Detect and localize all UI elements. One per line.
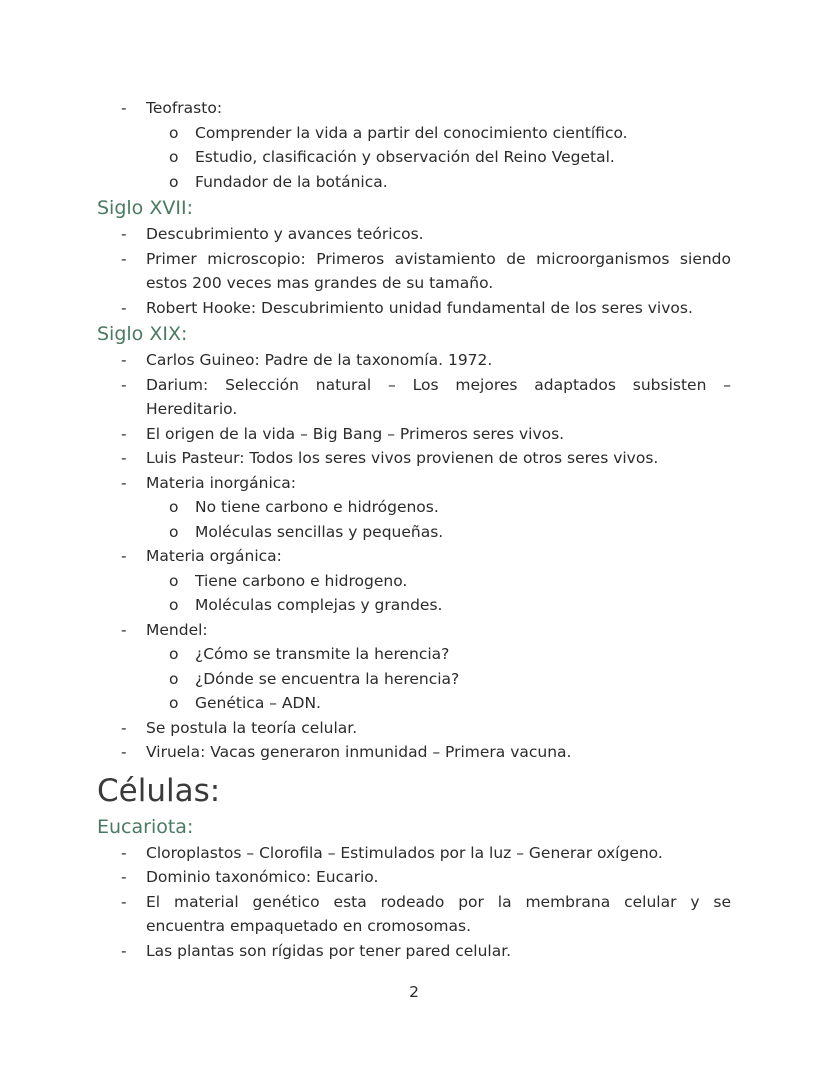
dash-bullet: - — [121, 225, 127, 243]
sub-list-item — [97, 569, 731, 594]
list-item-text: Se postula la teoría celular. — [146, 718, 358, 737]
section-title-celulas: Células: — [97, 772, 221, 809]
dash-bullet: - — [121, 843, 127, 862]
list-item — [97, 740, 731, 765]
dash-bullet: - — [121, 351, 127, 369]
dash-bullet: - — [121, 620, 127, 639]
list-item-text: Fundador de la botánica. — [195, 172, 388, 191]
list-item — [97, 890, 731, 915]
list-item-text: Darium: Selección natural – Los mejores adaptados subsisten – — [146, 375, 731, 394]
list-item-text: Estudio, clasificación y observación del Reino Vegetal. — [195, 148, 615, 166]
dash-bullet: - — [121, 941, 127, 960]
dash-bullet: - — [121, 718, 127, 737]
list-item — [97, 865, 731, 890]
section-heading-siglo-xix: Siglo XIX: — [97, 323, 188, 345]
sub-list-item — [97, 145, 731, 170]
list-item-text: Comprender la vida a partir del conocimiento científico. — [195, 123, 628, 142]
list-item — [97, 446, 731, 471]
circle-bullet: o — [169, 123, 179, 142]
section-heading-siglo-xvii: Siglo XVII: — [97, 197, 193, 219]
sub-list-item — [97, 667, 731, 692]
list-item-text: Primer microscopio: Primeros avistamiento de microorganismos siendo — [146, 249, 731, 268]
list-item — [97, 296, 731, 321]
list-item — [97, 471, 731, 496]
sub-list-item — [97, 121, 731, 146]
circle-bullet: o — [169, 669, 179, 688]
list-item-text: Dominio taxonómico: Eucario. — [146, 868, 379, 886]
list-item-text: No tiene carbono e hidrógenos. — [195, 498, 439, 516]
list-item-text: Robert Hooke: Descubrimiento unidad fundamental de los seres vivos. — [146, 298, 693, 317]
dash-bullet: - — [121, 375, 127, 394]
circle-bullet: o — [169, 172, 179, 191]
list-item — [97, 716, 731, 741]
circle-bullet: o — [169, 694, 179, 712]
page-number: 2 — [409, 983, 419, 1001]
list-item-text: Mendel: — [146, 620, 208, 639]
list-item — [97, 348, 731, 373]
list-item — [97, 618, 731, 643]
list-item-text: Tiene carbono e hidrogeno. — [195, 571, 408, 590]
list-item-text: ¿Dónde se encuentra la herencia? — [195, 669, 460, 688]
list-item-text: El origen de la vida – Big Bang – Primeros seres vivos. — [146, 424, 565, 443]
circle-bullet: o — [169, 571, 179, 590]
circle-bullet: o — [169, 596, 179, 614]
dash-bullet: - — [121, 298, 127, 317]
sub-list-item — [97, 593, 731, 618]
list-item-text: Genética – ADN. — [195, 694, 321, 712]
list-item — [97, 841, 731, 866]
list-item-text: Viruela: Vacas generaron inmunidad – Primera vacuna. — [146, 743, 572, 761]
list-item-text: Descubrimiento y avances teóricos. — [146, 225, 424, 243]
list-item-text: Cloroplastos – Clorofila – Estimulados por la luz – Generar oxígeno. — [146, 843, 663, 862]
sub-list-item — [97, 520, 731, 545]
list-item-text: Luis Pasteur: Todos los seres vivos provienen de otros seres vivos. — [146, 449, 659, 467]
dash-bullet: - — [121, 424, 127, 443]
dash-bullet: - — [121, 743, 127, 761]
list-item — [97, 422, 731, 447]
sub-list-item — [97, 495, 731, 520]
list-item-text: Carlos Guineo: Padre de la taxonomía. 1972. — [146, 351, 493, 369]
list-item-continuation: encuentra empaquetado en cromosomas. — [146, 917, 472, 935]
list-item-text: Moléculas sencillas y pequeñas. — [195, 522, 444, 541]
section-heading-eucariota: Eucariota: — [97, 815, 194, 838]
dash-bullet: - — [121, 449, 127, 467]
list-item-text: Materia inorgánica: — [146, 473, 297, 492]
list-item-continuation: Hereditario. — [146, 400, 238, 418]
circle-bullet: o — [169, 148, 179, 166]
circle-bullet: o — [169, 498, 179, 516]
list-item-text: Teofrasto: — [146, 99, 223, 117]
list-item-continuation: estos 200 veces mas grandes de su tamaño. — [146, 274, 494, 292]
dash-bullet: - — [121, 547, 127, 565]
page-content — [97, 96, 731, 963]
dash-bullet: - — [121, 892, 127, 911]
dash-bullet: - — [121, 868, 127, 886]
dash-bullet: - — [121, 249, 127, 268]
circle-bullet: o — [169, 522, 179, 541]
sub-list-item — [97, 170, 731, 195]
sub-list-item — [97, 691, 731, 716]
circle-bullet: o — [169, 645, 179, 663]
list-item-text: Materia orgánica: — [146, 547, 282, 565]
sub-list-item — [97, 642, 731, 667]
list-item-text: Las plantas son rígidas por tener pared celular. — [146, 941, 512, 960]
list-item-text: El material genético esta rodeado por la membrana celular y se — [146, 892, 731, 911]
list-item — [97, 96, 731, 121]
list-item — [97, 247, 731, 272]
dash-bullet: - — [121, 99, 127, 117]
list-item-text: Moléculas complejas y grandes. — [195, 596, 443, 614]
list-item-text: ¿Cómo se transmite la herencia? — [195, 645, 450, 663]
list-item — [97, 373, 731, 398]
list-item — [97, 939, 731, 964]
dash-bullet: - — [121, 473, 127, 492]
list-item — [97, 222, 731, 247]
list-item — [97, 544, 731, 569]
